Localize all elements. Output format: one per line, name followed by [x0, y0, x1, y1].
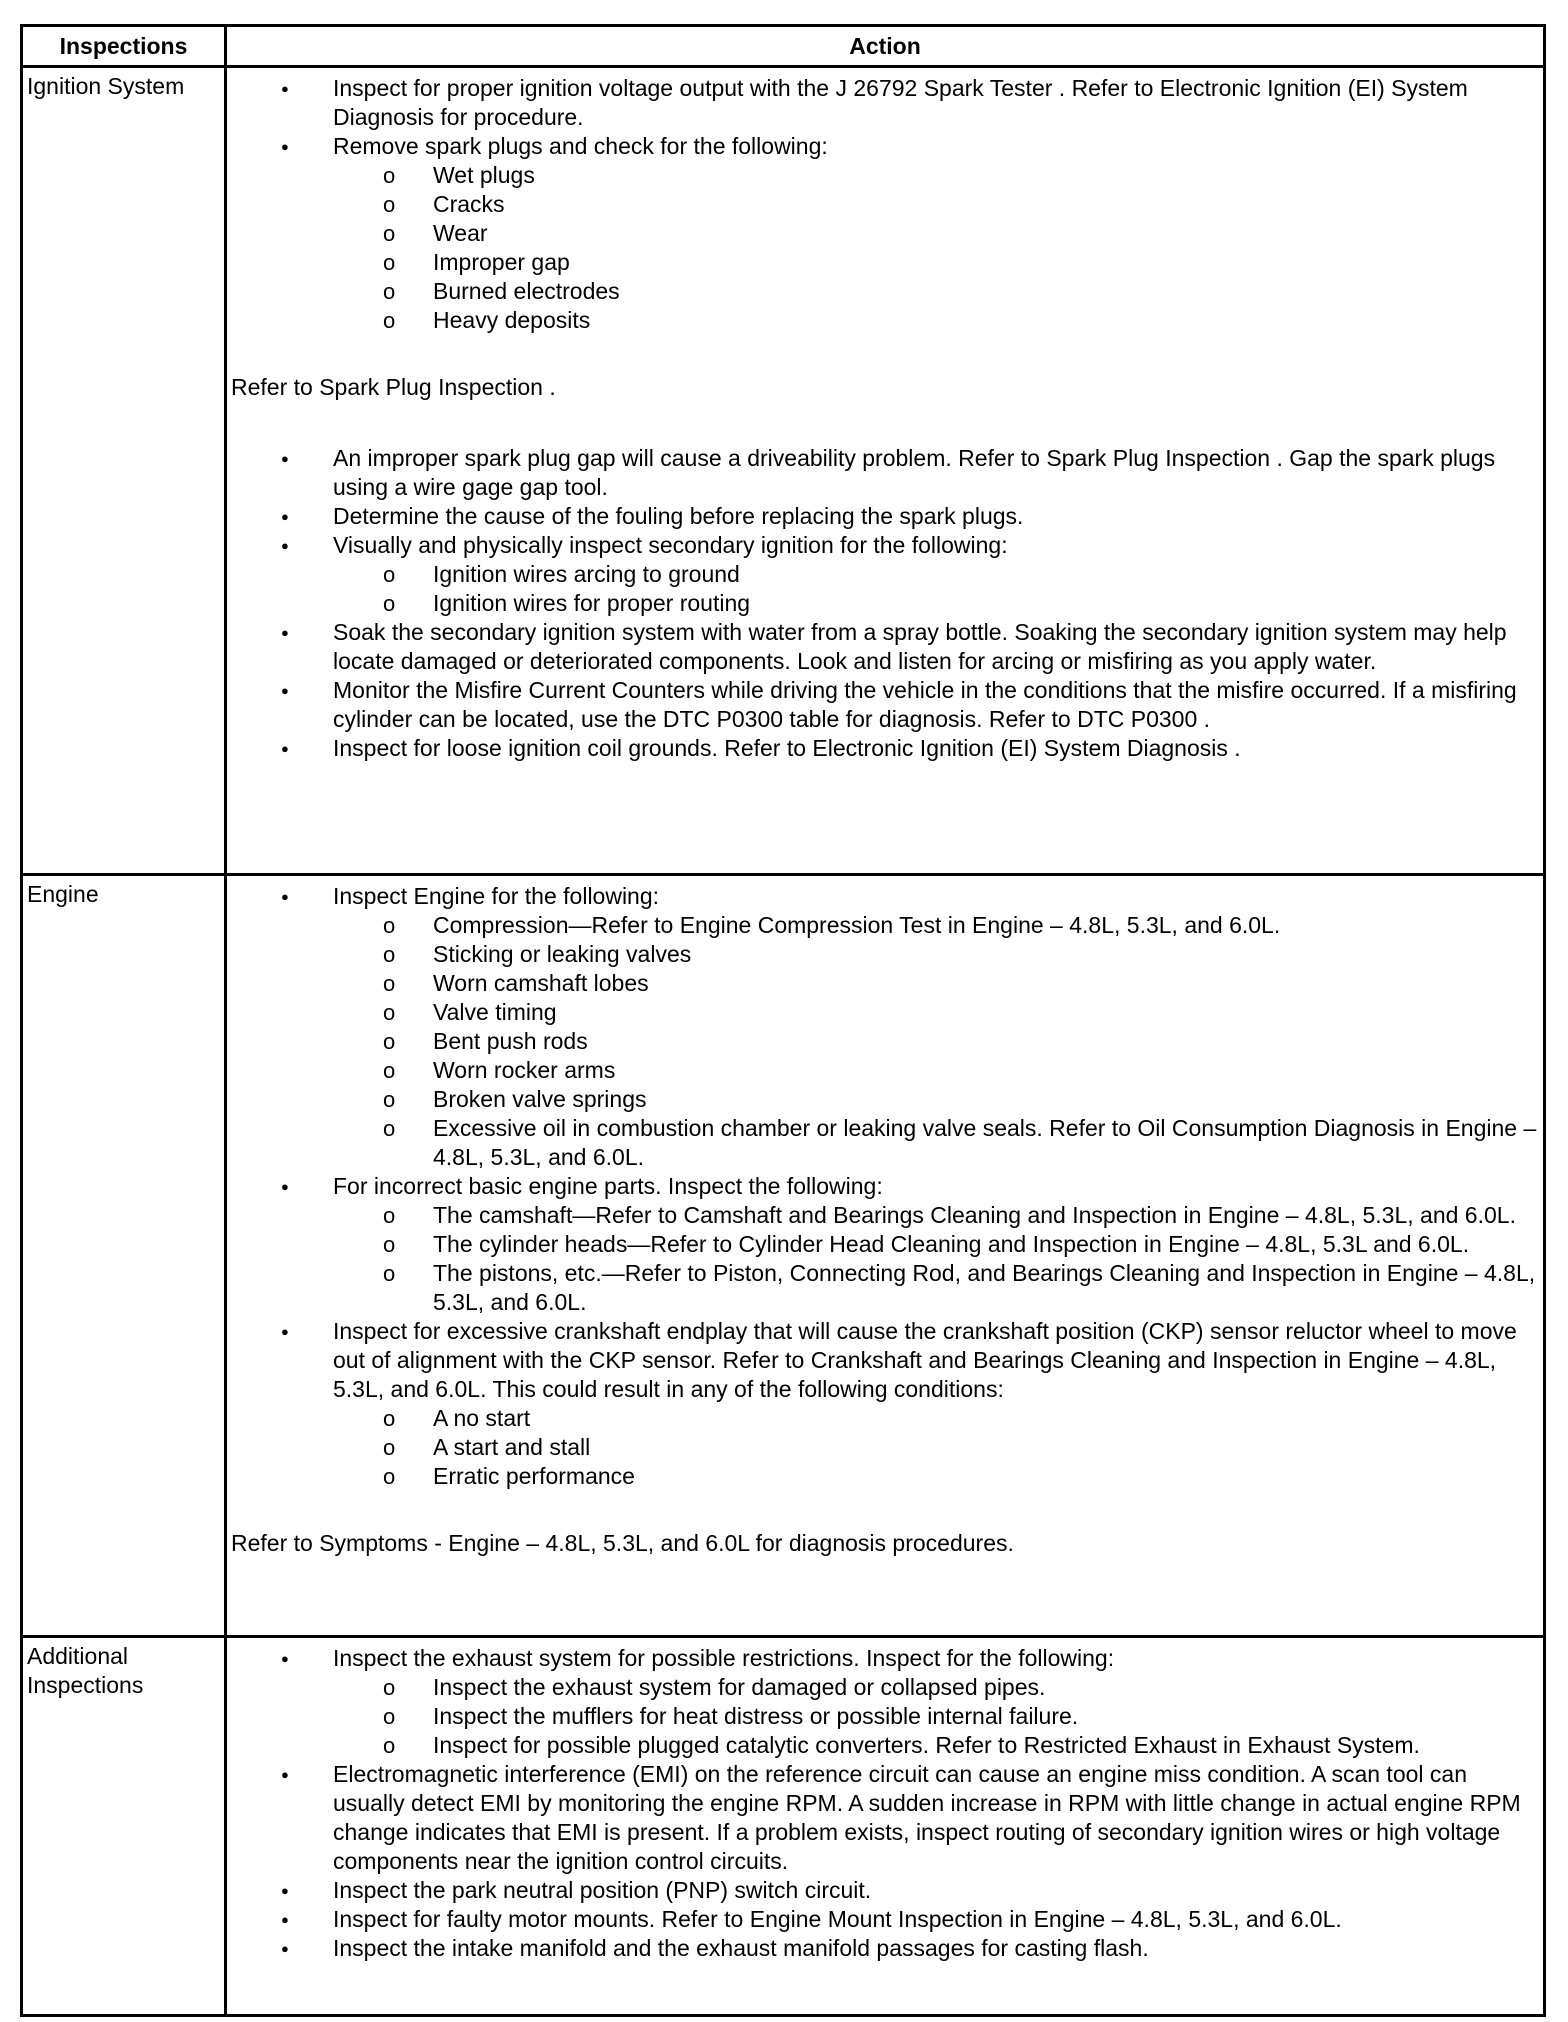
sub-bullet-item: o Burned electrodes — [227, 277, 1539, 306]
bullet-item — [227, 502, 1539, 531]
bullet-text: Inspect for loose ignition coil grounds. Refer to Electronic Ignition (EI) System Diagnosis . — [333, 735, 1241, 761]
sub-bullet-item: o Broken valve springs — [227, 1085, 1539, 1114]
action-list — [227, 74, 1539, 335]
row-ignition-system — [22, 67, 1545, 875]
row-additional-inspections — [22, 1637, 1545, 2016]
sub-list — [333, 560, 1539, 618]
sub-bullet-item: o Wear — [227, 219, 1539, 248]
bullet-item — [227, 882, 1539, 1172]
sub-bullet-item: o A start and stall — [227, 1433, 1539, 1462]
sub-bullet-item: o Compression—Refer to Engine Compression Test in Engine – 4.8L, 5.3L, and 6.0L. — [227, 911, 1539, 940]
sub-list — [333, 1201, 1539, 1317]
bullet-item — [227, 444, 1539, 502]
sub-list — [333, 161, 1539, 335]
bullet-item — [227, 74, 1539, 132]
sub-bullet-item: o Ignition wires for proper routing — [227, 589, 1539, 618]
row-label-cell — [22, 67, 226, 875]
row-label: Engine — [27, 881, 99, 907]
sub-bullet-item: o Wet plugs — [227, 161, 1539, 190]
sub-bullet-item: o The pistons, etc.—Refer to Piston, Connecting Rod, and Bearings Cleaning and Inspection in Engine – 4.8L, 5.3L, and 6.0L. — [227, 1259, 1539, 1317]
bullet-text: Inspect for faulty motor mounts. Refer to Engine Mount Inspection in Engine – 4.8L, 5.3L, and 6.0L. — [333, 1906, 1342, 1932]
sub-list — [333, 911, 1539, 1172]
bullet-text: Inspect the exhaust system for possible restrictions. Inspect for the following: — [333, 1645, 1115, 1671]
bullet-item — [227, 1644, 1539, 1760]
bullet-item — [227, 1934, 1539, 1963]
sub-bullet-item: o Heavy deposits — [227, 306, 1539, 335]
bullet-text: Inspect the intake manifold and the exhaust manifold passages for casting flash. — [333, 1935, 1149, 1961]
bullet-text: For incorrect basic engine parts. Inspect the following: — [333, 1173, 883, 1199]
reference-note: Refer to Symptoms - Engine – 4.8L, 5.3L, and 6.0L for diagnosis procedures. — [231, 1530, 1014, 1556]
bullet-item — [227, 676, 1539, 734]
row-label: Additional Inspections — [27, 1643, 144, 1698]
bullet-text: Inspect the park neutral position (PNP) switch circuit. — [333, 1877, 872, 1903]
table-header-row — [22, 26, 1545, 67]
sub-bullet-item: o Inspect the mufflers for heat distress or possible internal failure. — [227, 1702, 1539, 1731]
sub-bullet-item: o Bent push rods — [227, 1027, 1539, 1056]
row-label-cell — [22, 1637, 226, 2016]
bullet-text: Visually and physically inspect secondary ignition for the following: — [333, 532, 1008, 558]
sub-bullet-item: o Cracks — [227, 190, 1539, 219]
bullet-item — [227, 734, 1539, 763]
action-cell — [226, 875, 1545, 1637]
sub-bullet-item: o Inspect for possible plugged catalytic converters. Refer to Restricted Exhaust in Exhaust System. — [227, 1731, 1539, 1760]
bullet-item — [227, 1876, 1539, 1905]
bullet-item — [227, 618, 1539, 676]
bullet-text: Soak the secondary ignition system with water from a spray bottle. Soaking the secondary ignition system may help locate damaged or deteriorated components. Look and listen for arcing or misfiring as you apply water. — [333, 619, 1507, 674]
bullet-text: Inspect Engine for the following: — [333, 883, 660, 909]
sub-bullet-item: o Ignition wires arcing to ground — [227, 560, 1539, 589]
bullet-item — [227, 1317, 1539, 1491]
bullet-text: Electromagnetic interference (EMI) on the reference circuit can cause an engine miss condition. A scan tool can usually detect EMI by monitoring the engine RPM. A sudden increase in RPM with little change in actual engine RPM change indicates that EMI is present. If a problem exists, inspect routing of secondary ignition wires or high voltage components near the ignition control circuits. — [333, 1761, 1521, 1874]
sub-bullet-item: o Excessive oil in combustion chamber or leaking valve seals. Refer to Oil Consumption Diagnosis in Engine – 4.8L, 5.3L, and 6.0L. — [227, 1114, 1539, 1172]
row-label: Ignition System — [27, 73, 185, 99]
action-list — [227, 1644, 1539, 1963]
sub-bullet-item: o A no start — [227, 1404, 1539, 1433]
sub-bullet-item: o Worn rocker arms — [227, 1056, 1539, 1085]
inspection-table — [20, 24, 1546, 2017]
sub-list — [333, 1673, 1539, 1760]
bullet-text: Remove spark plugs and check for the following: — [333, 133, 828, 159]
sub-bullet-item: o The cylinder heads—Refer to Cylinder Head Cleaning and Inspection in Engine – 4.8L, 5.3L and 6.0L. — [227, 1230, 1539, 1259]
sub-bullet-item: o Worn camshaft lobes — [227, 969, 1539, 998]
action-list — [227, 882, 1539, 1491]
header-inspections: Inspections — [22, 26, 226, 67]
sub-bullet-item: o Improper gap — [227, 248, 1539, 277]
bullet-item — [227, 1760, 1539, 1876]
row-label-cell — [22, 875, 226, 1637]
bullet-item — [227, 132, 1539, 335]
bullet-item — [227, 1905, 1539, 1934]
bullet-text: An improper spark plug gap will cause a driveability problem. Refer to Spark Plug Inspection . Gap the spark plugs using a wire gage gap tool. — [333, 445, 1496, 500]
bullet-text: Inspect for excessive crankshaft endplay that will cause the crankshaft position (CKP) sensor reluctor wheel to move out of alignment with the CKP sensor. Refer to Crankshaft and Bearings Cleaning and Inspection in Engine – 4.8L, 5.3L, and 6.0L. This could result in any of the following conditions: — [333, 1318, 1517, 1402]
action-cell — [226, 67, 1545, 875]
bullet-text: Monitor the Misfire Current Counters while driving the vehicle in the conditions that the misfire occurred. If a misfiring cylinder can be located, use the DTC P0300 table for diagnosis. Refer to DTC P0300 . — [333, 677, 1517, 732]
sub-bullet-item: o Inspect the exhaust system for damaged or collapsed pipes. — [227, 1673, 1539, 1702]
bullet-item — [227, 531, 1539, 618]
reference-note: Refer to Spark Plug Inspection . — [231, 374, 556, 400]
action-list — [227, 444, 1539, 763]
sub-list — [333, 1404, 1539, 1491]
row-engine — [22, 875, 1545, 1637]
bullet-text: Inspect for proper ignition voltage output with the J 26792 Spark Tester . Refer to Electronic Ignition (EI) System Diagnosis for procedure. — [333, 75, 1468, 130]
bullet-text: Determine the cause of the fouling before replacing the spark plugs. — [333, 503, 1024, 529]
sub-bullet-item: o Erratic performance — [227, 1462, 1539, 1491]
header-action: Action — [226, 26, 1545, 67]
sub-bullet-item: o Sticking or leaking valves — [227, 940, 1539, 969]
bullet-item — [227, 1172, 1539, 1317]
sub-bullet-item: o Valve timing — [227, 998, 1539, 1027]
action-cell — [226, 1637, 1545, 2016]
sub-bullet-item: o The camshaft—Refer to Camshaft and Bearings Cleaning and Inspection in Engine – 4.8L, 5.3L, and 6.0L. — [227, 1201, 1539, 1230]
